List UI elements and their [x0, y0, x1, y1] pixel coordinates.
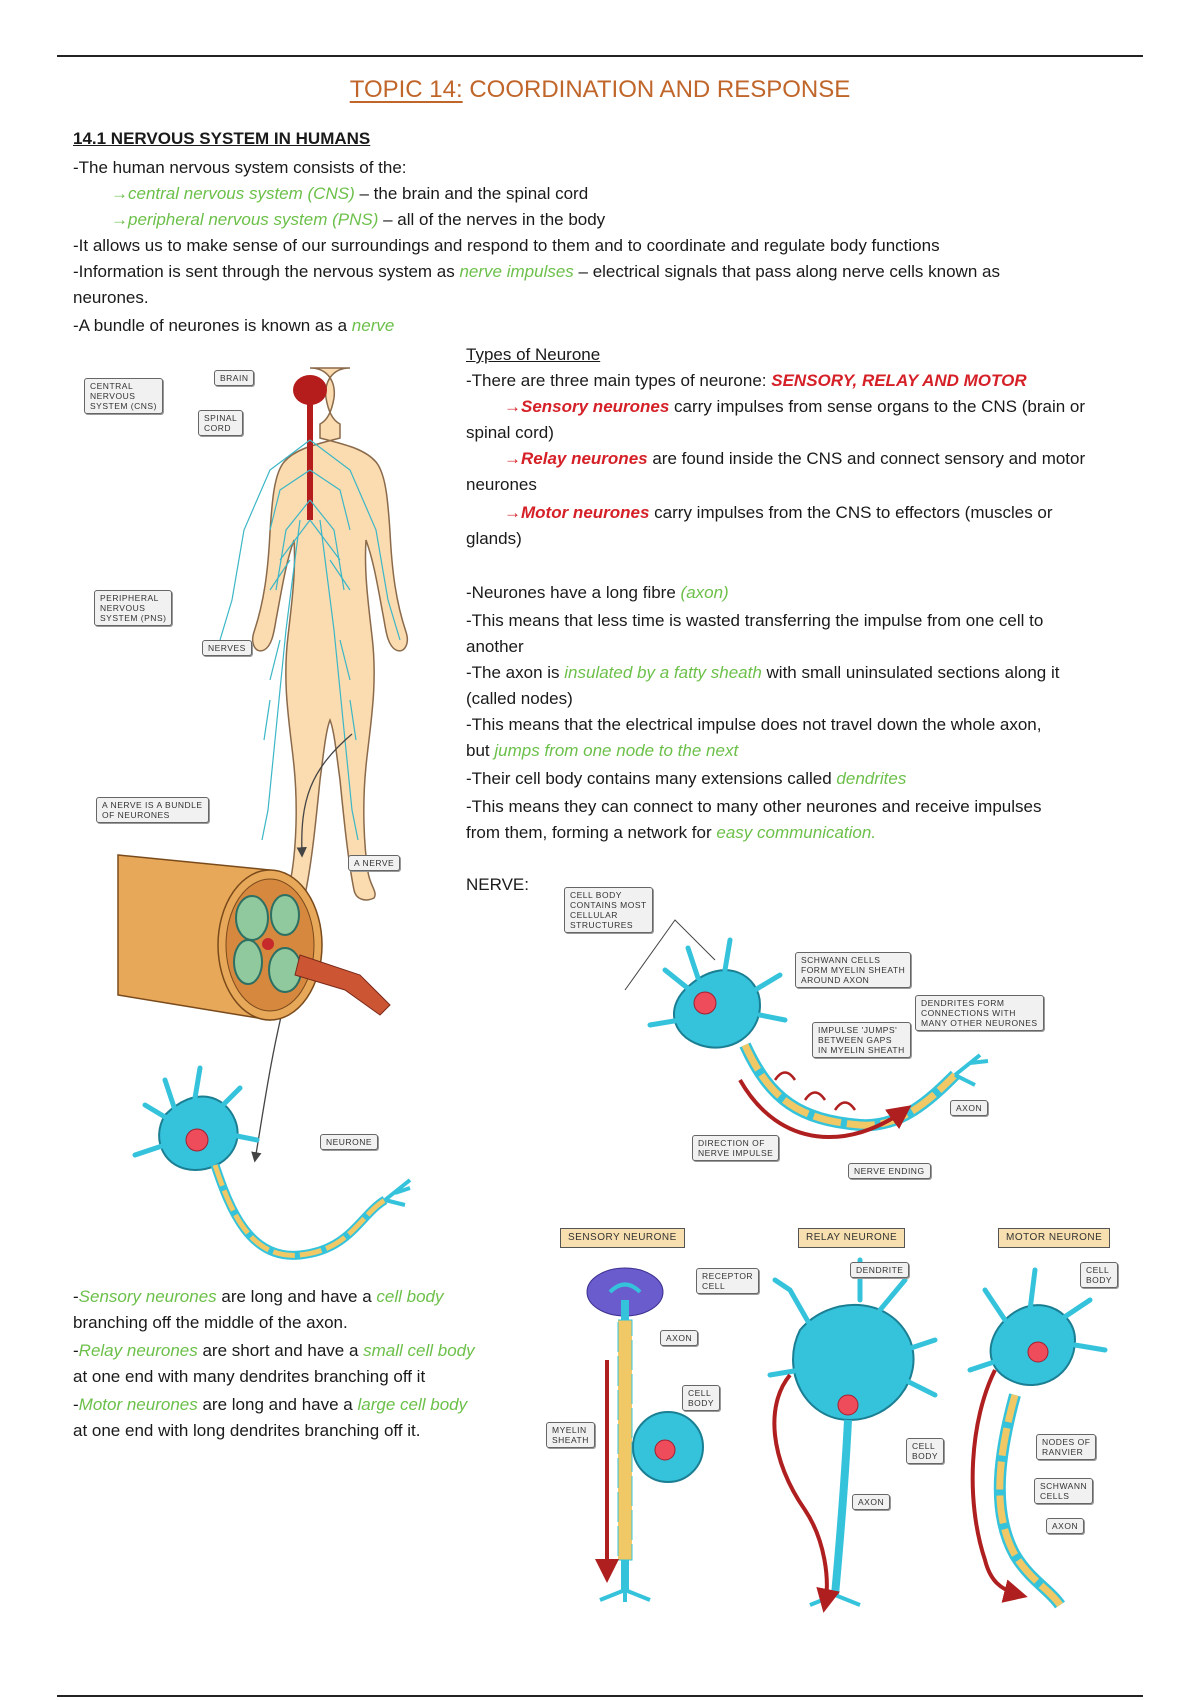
text-line: -This means that less time is wasted transferring the impulse from one cell to: [466, 611, 1044, 630]
relay-neurone-diagram: [770, 1260, 935, 1605]
page-title: TOPIC 14: COORDINATION AND RESPONSE: [349, 76, 851, 103]
label-impulse-jumps: IMPULSE 'JUMPS' BETWEEN GAPS IN MYELIN SHEATH: [812, 1022, 911, 1058]
label-axon-relay: AXON: [852, 1494, 890, 1510]
label-cell-body-sensory: CELL BODY: [682, 1385, 720, 1411]
label-spinal-cord: SPINAL CORD: [198, 410, 243, 436]
text-line: but jumps from one node to the next: [466, 741, 739, 760]
label-nerve-ending: NERVE ENDING: [848, 1163, 931, 1179]
label-cell-body-motor: CELL BODY: [1080, 1262, 1118, 1288]
section-heading: 14.1 NERVOUS SYSTEM IN HUMANS: [73, 129, 371, 148]
text-line: -This means that the electrical impulse does not travel down the whole axon,: [466, 715, 1042, 734]
label-axon-sensory: AXON: [660, 1330, 698, 1346]
bottom-rule: [57, 1695, 1143, 1697]
text-line: -There are three main types of neurone: SENSORY, RELAY AND MOTOR: [466, 371, 1027, 390]
text-line: →peripheral nervous system (PNS) – all of the nerves in the body: [111, 210, 606, 229]
label-pns: PERIPHERAL NERVOUS SYSTEM (PNS): [94, 590, 172, 626]
label-brain: BRAIN: [214, 370, 254, 386]
text-line: -It allows us to make sense of our surroundings and respond to them and to coordinate and regulate body functions: [73, 236, 940, 255]
text-line: (called nodes): [466, 689, 573, 708]
text-line: -Sensory neurones are long and have a cell body: [73, 1287, 444, 1306]
label-axon: AXON: [950, 1100, 988, 1116]
label-direction: DIRECTION OF NERVE IMPULSE: [692, 1135, 779, 1161]
human-body-figure: [220, 368, 407, 900]
label-dendrite: DENDRITE: [850, 1262, 909, 1278]
label-axon-motor: AXON: [1046, 1518, 1084, 1534]
text-line: from them, forming a network for easy communication.: [466, 823, 877, 842]
text-line: another: [466, 637, 524, 656]
text-line: glands): [466, 529, 522, 548]
label-cns: CENTRAL NERVOUS SYSTEM (CNS): [84, 378, 163, 414]
text-line: -The human nervous system consists of the:: [73, 158, 407, 177]
text-line: →Relay neurones are found inside the CNS and connect sensory and motor: [504, 449, 1086, 468]
text-line: -This means they can connect to many other neurones and receive impulses: [466, 797, 1042, 816]
text-line: -Neurones have a long fibre (axon): [466, 583, 729, 602]
text-line: -A bundle of neurones is known as a nerve: [73, 316, 395, 335]
text-line: neurones: [466, 475, 537, 494]
text-line: neurones.: [73, 288, 149, 307]
text-line: spinal cord): [466, 423, 554, 442]
text-line: at one end with long dendrites branching off it.: [73, 1421, 421, 1440]
text-line: →central nervous system (CNS) – the brain and the spinal cord: [111, 184, 589, 203]
label-receptor-cell: RECEPTOR CELL: [696, 1268, 759, 1294]
motor-neurone-title: MOTOR NEURONE: [998, 1228, 1110, 1248]
text-line: -Motor neurones are long and have a large cell body: [73, 1395, 468, 1414]
label-nerves: NERVES: [202, 640, 252, 656]
relay-neurone-title: RELAY NEURONE: [798, 1228, 905, 1248]
text-line: -Relay neurones are short and have a small cell body: [73, 1341, 475, 1360]
nerve-heading: NERVE:: [466, 875, 529, 894]
label-cell-body-relay: CELL BODY: [906, 1438, 944, 1464]
text-line: -Their cell body contains many extensions called dendrites: [466, 769, 907, 788]
sensory-neurone-diagram: [587, 1268, 703, 1602]
types-heading: Types of Neurone: [466, 345, 601, 364]
label-dendrites-form: DENDRITES FORM CONNECTIONS WITH MANY OTHER NEURONES: [915, 995, 1044, 1031]
text-line: at one end with many dendrites branching off it: [73, 1367, 426, 1386]
label-neurone: NEURONE: [320, 1134, 378, 1150]
label-myelin-sheath: MYELIN SHEATH: [546, 1422, 595, 1448]
text-line: →Sensory neurones carry impulses from sense organs to the CNS (brain or: [504, 397, 1086, 416]
sensory-neurone-title: SENSORY NEURONE: [560, 1228, 685, 1248]
label-schwann-myelin: SCHWANN CELLS FORM MYELIN SHEATH AROUND AXON: [795, 952, 911, 988]
nerve-cross-section: [118, 855, 390, 1020]
label-nodes-of-ranvier: NODES OF RANVIER: [1036, 1434, 1096, 1460]
text-line: branching off the middle of the axon.: [73, 1313, 348, 1332]
left-neurone: [135, 1068, 410, 1255]
label-bundle: A NERVE IS A BUNDLE OF NEURONES: [96, 797, 209, 823]
label-a-nerve: A NERVE: [348, 855, 400, 871]
text-line: -The axon is insulated by a fatty sheath with small uninsulated sections along it: [466, 663, 1060, 682]
text-line: →Motor neurones carry impulses from the CNS to effectors (muscles or: [504, 503, 1053, 522]
text-line: -Information is sent through the nervous system as nerve impulses – electrical signals that pass along nerve cells known as: [73, 262, 1000, 281]
label-schwann-cells: SCHWANN CELLS: [1034, 1478, 1093, 1504]
label-cell-body-most: CELL BODY CONTAINS MOST CELLULAR STRUCTURES: [564, 887, 653, 933]
